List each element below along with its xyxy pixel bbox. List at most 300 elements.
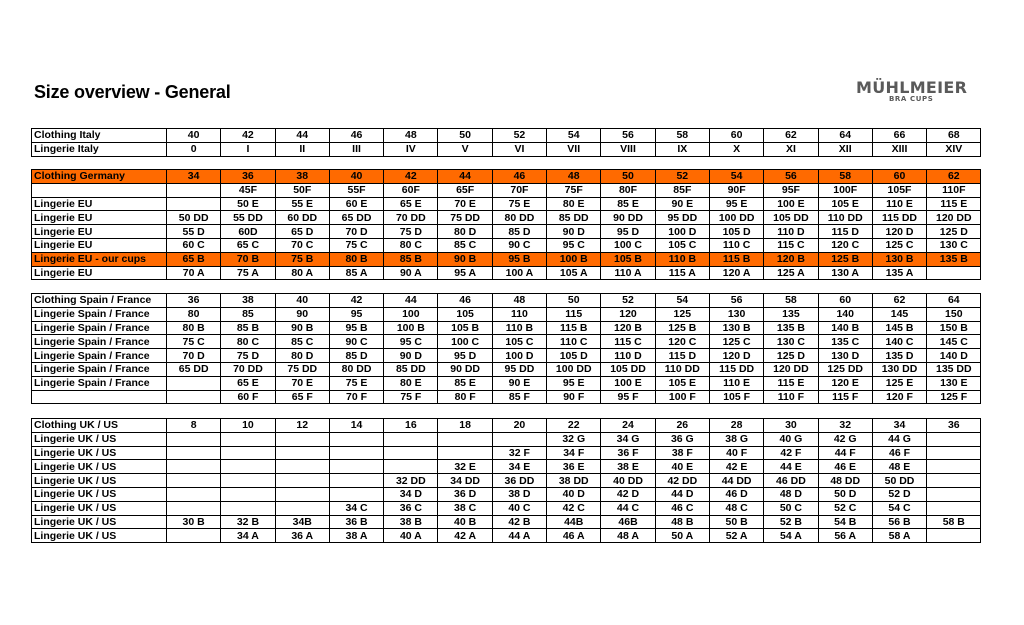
- size-cell: 80 A: [275, 266, 329, 280]
- size-cell: 80 DD: [492, 211, 546, 225]
- size-table-italy: [31, 128, 981, 157]
- size-cell: 120 B: [601, 321, 655, 335]
- size-cell: 44 A: [492, 529, 546, 543]
- size-cell: 125 C: [709, 335, 763, 349]
- size-cell: 42 B: [492, 515, 546, 529]
- size-cell: 85F: [655, 183, 709, 197]
- size-cell: [927, 460, 981, 474]
- size-cell: 62: [872, 294, 926, 308]
- size-cell: 52: [492, 129, 546, 143]
- size-cell: 50 C: [764, 501, 818, 515]
- size-cell: 95 A: [438, 266, 492, 280]
- size-cell: 80 C: [384, 238, 438, 252]
- size-cell: 75 A: [221, 266, 275, 280]
- size-cell: 125 D: [764, 349, 818, 363]
- size-cell: 60: [709, 129, 763, 143]
- size-cell: 42 C: [547, 501, 601, 515]
- size-cell: 68: [927, 129, 981, 143]
- size-cell: 56: [764, 170, 818, 184]
- size-cell: [167, 197, 221, 211]
- size-cell: 100 C: [438, 335, 492, 349]
- row-label: Lingerie EU - our cups: [32, 252, 167, 266]
- size-cell: II: [275, 142, 329, 156]
- size-cell: 90 A: [384, 266, 438, 280]
- table-row: [32, 170, 981, 184]
- size-cell: 44: [438, 170, 492, 184]
- size-cell: [927, 446, 981, 460]
- size-cell: 110 DD: [655, 362, 709, 376]
- size-cell: 55 DD: [221, 211, 275, 225]
- size-cell: 100 C: [601, 238, 655, 252]
- size-cell: 60D: [221, 225, 275, 239]
- size-cell: 145 C: [927, 335, 981, 349]
- size-cell: 130 C: [927, 238, 981, 252]
- size-cell: 55 E: [275, 197, 329, 211]
- size-cell: 70 B: [221, 252, 275, 266]
- size-cell: 80 DD: [329, 362, 383, 376]
- size-cell: 85 DD: [384, 362, 438, 376]
- size-cell: 120 D: [709, 349, 763, 363]
- size-cell: 36 B: [329, 515, 383, 529]
- size-cell: 46: [438, 294, 492, 308]
- size-cell: 36: [221, 170, 275, 184]
- size-cell: 120 B: [764, 252, 818, 266]
- size-cell: 110 D: [764, 225, 818, 239]
- table-row: [32, 252, 981, 266]
- size-cell: 75 DD: [275, 362, 329, 376]
- row-label: Clothing UK / US: [32, 419, 167, 433]
- size-cell: 50 DD: [872, 474, 926, 488]
- row-label: Clothing Spain / France: [32, 294, 167, 308]
- size-cell: 85 B: [221, 321, 275, 335]
- size-cell: 65 D: [275, 225, 329, 239]
- size-cell: 36: [927, 419, 981, 433]
- size-cell: 14: [329, 419, 383, 433]
- size-cell: 48: [547, 170, 601, 184]
- row-label: Lingerie Spain / France: [32, 307, 167, 321]
- size-cell: 110 B: [492, 321, 546, 335]
- size-cell: [927, 487, 981, 501]
- size-table-germany-eu: [31, 169, 981, 280]
- size-cell: 100 DD: [547, 362, 601, 376]
- size-cell: 105 B: [438, 321, 492, 335]
- size-cell: 95 DD: [655, 211, 709, 225]
- table-row: [32, 487, 981, 501]
- size-cell: 40 DD: [601, 474, 655, 488]
- size-cell: 44 DD: [709, 474, 763, 488]
- size-cell: 110F: [927, 183, 981, 197]
- size-cell: 50 B: [709, 515, 763, 529]
- size-cell: 100F: [818, 183, 872, 197]
- size-cell: 40: [329, 170, 383, 184]
- size-cell: 145: [872, 307, 926, 321]
- size-cell: 54: [547, 129, 601, 143]
- size-cell: 105 DD: [601, 362, 655, 376]
- size-cell: 36 A: [275, 529, 329, 543]
- size-cell: 100 E: [764, 197, 818, 211]
- size-cell: 130 D: [818, 349, 872, 363]
- size-cell: 8: [167, 419, 221, 433]
- size-cell: 80: [167, 307, 221, 321]
- size-cell: [329, 460, 383, 474]
- size-cell: 100 B: [547, 252, 601, 266]
- size-cell: 105: [438, 307, 492, 321]
- size-cell: 105 C: [655, 238, 709, 252]
- size-cell: 135 A: [872, 266, 926, 280]
- size-cell: 34 C: [329, 501, 383, 515]
- size-cell: 60 F: [221, 390, 275, 404]
- size-cell: 90 B: [275, 321, 329, 335]
- size-cell: 80 F: [438, 390, 492, 404]
- size-cell: 32 G: [547, 432, 601, 446]
- size-cell: 48 E: [872, 460, 926, 474]
- size-cell: 70 D: [329, 225, 383, 239]
- size-cell: 75 C: [167, 335, 221, 349]
- size-cell: [221, 474, 275, 488]
- size-cell: [221, 432, 275, 446]
- size-cell: [221, 446, 275, 460]
- size-cell: [167, 390, 221, 404]
- table-row: [32, 142, 981, 156]
- size-cell: 60F: [384, 183, 438, 197]
- size-cell: 125 B: [655, 321, 709, 335]
- size-cell: 115 E: [764, 376, 818, 390]
- size-table-spain-france: [31, 293, 981, 404]
- size-cell: 40 C: [492, 501, 546, 515]
- size-cell: 36 E: [547, 460, 601, 474]
- table-row: [32, 197, 981, 211]
- size-cell: 105 C: [492, 335, 546, 349]
- size-cell: 40 A: [384, 529, 438, 543]
- size-cell: [275, 487, 329, 501]
- size-cell: 115 D: [818, 225, 872, 239]
- size-cell: 32: [818, 419, 872, 433]
- size-cell: 44 E: [764, 460, 818, 474]
- logo-brand-text: MÜHLMEIER: [856, 78, 968, 97]
- size-cell: 48 B: [655, 515, 709, 529]
- size-cell: [167, 501, 221, 515]
- size-cell: [438, 432, 492, 446]
- size-cell: 70 E: [275, 376, 329, 390]
- size-cell: X: [709, 142, 763, 156]
- table-row: [32, 294, 981, 308]
- size-cell: 100 E: [601, 376, 655, 390]
- size-cell: 65 DD: [167, 362, 221, 376]
- size-cell: 30 B: [167, 515, 221, 529]
- size-cell: 64: [818, 129, 872, 143]
- size-cell: XII: [818, 142, 872, 156]
- size-cell: 32 E: [438, 460, 492, 474]
- size-cell: 52 B: [764, 515, 818, 529]
- size-cell: 38 C: [438, 501, 492, 515]
- size-cell: 75 D: [221, 349, 275, 363]
- size-cell: 42 DD: [655, 474, 709, 488]
- size-cell: 54 B: [818, 515, 872, 529]
- row-label: Lingerie Italy: [32, 142, 167, 156]
- size-cell: 125 F: [927, 390, 981, 404]
- size-cell: 105 D: [709, 225, 763, 239]
- size-cell: 30: [764, 419, 818, 433]
- row-label: Clothing Germany: [32, 170, 167, 184]
- size-cell: 54 C: [872, 501, 926, 515]
- size-cell: 145 B: [872, 321, 926, 335]
- size-cell: [438, 446, 492, 460]
- size-cell: 70 A: [167, 266, 221, 280]
- row-label: Lingerie UK / US: [32, 432, 167, 446]
- page-title: Size overview - General: [34, 82, 231, 102]
- size-cell: 135 B: [927, 252, 981, 266]
- size-cell: [167, 446, 221, 460]
- size-cell: XIII: [872, 142, 926, 156]
- size-cell: 42: [221, 129, 275, 143]
- size-cell: 58: [655, 129, 709, 143]
- size-cell: [221, 501, 275, 515]
- size-cell: [384, 432, 438, 446]
- size-cell: 120 F: [872, 390, 926, 404]
- size-cell: 36 D: [438, 487, 492, 501]
- table-row: [32, 266, 981, 280]
- size-cell: 90 E: [492, 376, 546, 390]
- table-row: [32, 129, 981, 143]
- brand-logo: [856, 80, 980, 106]
- size-cell: 100 DD: [709, 211, 763, 225]
- size-cell: 140 D: [927, 349, 981, 363]
- size-cell: 42 D: [601, 487, 655, 501]
- logo-sub-text: BRA CUPS: [889, 95, 934, 103]
- size-cell: 80 C: [221, 335, 275, 349]
- size-cell: 100: [384, 307, 438, 321]
- size-cell: 45F: [221, 183, 275, 197]
- size-cell: 95 C: [384, 335, 438, 349]
- row-label: [32, 390, 167, 404]
- size-cell: 75 D: [384, 225, 438, 239]
- size-cell: 85 E: [438, 376, 492, 390]
- table-row: [32, 474, 981, 488]
- size-cell: [167, 460, 221, 474]
- size-cell: 105 D: [547, 349, 601, 363]
- table-row: [32, 211, 981, 225]
- size-cell: 52: [601, 294, 655, 308]
- size-cell: 46: [492, 170, 546, 184]
- size-cell: 120 E: [818, 376, 872, 390]
- size-cell: 140 C: [872, 335, 926, 349]
- size-cell: 42 G: [818, 432, 872, 446]
- size-cell: 135 B: [764, 321, 818, 335]
- size-cell: [167, 487, 221, 501]
- size-cell: 50: [438, 129, 492, 143]
- row-label: Lingerie Spain / France: [32, 349, 167, 363]
- size-cell: 38 F: [655, 446, 709, 460]
- size-cell: 36 C: [384, 501, 438, 515]
- size-cell: 90 B: [438, 252, 492, 266]
- size-cell: 56 B: [872, 515, 926, 529]
- row-label: Lingerie UK / US: [32, 474, 167, 488]
- size-cell: 90 C: [492, 238, 546, 252]
- size-cell: 90 D: [384, 349, 438, 363]
- size-cell: 120 DD: [927, 211, 981, 225]
- size-cell: 125 A: [764, 266, 818, 280]
- size-cell: 90 F: [547, 390, 601, 404]
- row-label: Lingerie EU: [32, 238, 167, 252]
- size-cell: 140 B: [818, 321, 872, 335]
- size-cell: 105F: [872, 183, 926, 197]
- size-cell: 60 C: [167, 238, 221, 252]
- size-cell: 115 F: [818, 390, 872, 404]
- size-cell: 120 C: [655, 335, 709, 349]
- size-cell: [275, 474, 329, 488]
- size-cell: 125 C: [872, 238, 926, 252]
- size-cell: IV: [384, 142, 438, 156]
- size-cell: 36 DD: [492, 474, 546, 488]
- size-cell: 62: [927, 170, 981, 184]
- size-cell: [329, 432, 383, 446]
- size-cell: 150: [927, 307, 981, 321]
- size-cell: 0: [167, 142, 221, 156]
- size-cell: 95 DD: [492, 362, 546, 376]
- size-cell: 40: [275, 294, 329, 308]
- size-cell: 44 G: [872, 432, 926, 446]
- size-cell: 16: [384, 419, 438, 433]
- size-cell: 115: [547, 307, 601, 321]
- size-table-uk-us: [31, 418, 981, 543]
- row-label: Clothing Italy: [32, 129, 167, 143]
- size-cell: 56 A: [818, 529, 872, 543]
- size-cell: 65 E: [221, 376, 275, 390]
- size-cell: 50 DD: [167, 211, 221, 225]
- row-label: Lingerie UK / US: [32, 487, 167, 501]
- size-cell: [927, 501, 981, 515]
- size-cell: 85 D: [329, 349, 383, 363]
- size-cell: 115 DD: [709, 362, 763, 376]
- size-cell: 50 D: [818, 487, 872, 501]
- size-cell: 46B: [601, 515, 655, 529]
- row-label: Lingerie UK / US: [32, 446, 167, 460]
- size-cell: [275, 501, 329, 515]
- size-cell: 46: [329, 129, 383, 143]
- size-cell: 40 F: [709, 446, 763, 460]
- size-cell: 80 B: [329, 252, 383, 266]
- size-cell: 105 B: [601, 252, 655, 266]
- size-cell: 38 DD: [547, 474, 601, 488]
- size-cell: 140: [818, 307, 872, 321]
- size-cell: 38: [275, 170, 329, 184]
- size-cell: 50 A: [655, 529, 709, 543]
- size-cell: 75F: [547, 183, 601, 197]
- size-cell: 65 F: [275, 390, 329, 404]
- size-cell: 48: [492, 294, 546, 308]
- size-cell: 28: [709, 419, 763, 433]
- size-cell: 70 E: [438, 197, 492, 211]
- size-cell: 80 E: [384, 376, 438, 390]
- size-cell: 100 F: [655, 390, 709, 404]
- size-cell: 56: [601, 129, 655, 143]
- size-cell: 46 DD: [764, 474, 818, 488]
- size-cell: [329, 446, 383, 460]
- size-cell: 125 D: [927, 225, 981, 239]
- table-row: [32, 238, 981, 252]
- size-cell: 38 E: [601, 460, 655, 474]
- size-cell: [167, 529, 221, 543]
- size-cell: 115 B: [547, 321, 601, 335]
- size-cell: 38 G: [709, 432, 763, 446]
- size-cell: 115 A: [655, 266, 709, 280]
- size-cell: 115 C: [601, 335, 655, 349]
- size-cell: VII: [547, 142, 601, 156]
- size-cell: [221, 487, 275, 501]
- table-row: [32, 349, 981, 363]
- size-cell: [492, 432, 546, 446]
- size-cell: 42: [384, 170, 438, 184]
- table-row: [32, 376, 981, 390]
- size-cell: 70 F: [329, 390, 383, 404]
- size-cell: 44 D: [655, 487, 709, 501]
- size-cell: 38 A: [329, 529, 383, 543]
- row-label: Lingerie EU: [32, 197, 167, 211]
- size-cell: 85 C: [275, 335, 329, 349]
- size-cell: 46 C: [655, 501, 709, 515]
- size-cell: 60 E: [329, 197, 383, 211]
- size-cell: 125: [655, 307, 709, 321]
- size-cell: [275, 432, 329, 446]
- size-cell: [167, 474, 221, 488]
- size-cell: 90: [275, 307, 329, 321]
- size-cell: 135 C: [818, 335, 872, 349]
- size-cell: 36 F: [601, 446, 655, 460]
- size-cell: 90 D: [547, 225, 601, 239]
- size-cell: 26: [655, 419, 709, 433]
- size-cell: 40 G: [764, 432, 818, 446]
- size-cell: 52 A: [709, 529, 763, 543]
- size-cell: 85 DD: [547, 211, 601, 225]
- size-cell: 22: [547, 419, 601, 433]
- size-cell: 34: [872, 419, 926, 433]
- size-cell: 80 D: [438, 225, 492, 239]
- table-row: [32, 362, 981, 376]
- size-cell: 10: [221, 419, 275, 433]
- size-cell: 95 F: [601, 390, 655, 404]
- row-label: Lingerie UK / US: [32, 515, 167, 529]
- size-cell: 95F: [764, 183, 818, 197]
- size-cell: 24: [601, 419, 655, 433]
- row-label: Lingerie EU: [32, 266, 167, 280]
- size-cell: 44: [384, 294, 438, 308]
- size-cell: 110 E: [709, 376, 763, 390]
- size-cell: 95 B: [329, 321, 383, 335]
- size-cell: 130 DD: [872, 362, 926, 376]
- size-cell: [927, 529, 981, 543]
- size-cell: 56: [709, 294, 763, 308]
- size-cell: 90 E: [655, 197, 709, 211]
- size-cell: 90 DD: [438, 362, 492, 376]
- size-cell: 48 C: [709, 501, 763, 515]
- size-cell: 70 DD: [384, 211, 438, 225]
- size-cell: 46 E: [818, 460, 872, 474]
- size-cell: 130: [709, 307, 763, 321]
- size-cell: 90 C: [329, 335, 383, 349]
- size-cell: 95 C: [547, 238, 601, 252]
- size-cell: 115 C: [764, 238, 818, 252]
- size-cell: 48: [384, 129, 438, 143]
- size-cell: 75 DD: [438, 211, 492, 225]
- size-cell: 110 B: [655, 252, 709, 266]
- size-cell: 34 G: [601, 432, 655, 446]
- size-cell: 44 F: [818, 446, 872, 460]
- size-cell: 75 B: [275, 252, 329, 266]
- size-cell: 110 A: [601, 266, 655, 280]
- size-cell: 115 B: [709, 252, 763, 266]
- size-cell: 100 B: [384, 321, 438, 335]
- size-cell: 34 F: [547, 446, 601, 460]
